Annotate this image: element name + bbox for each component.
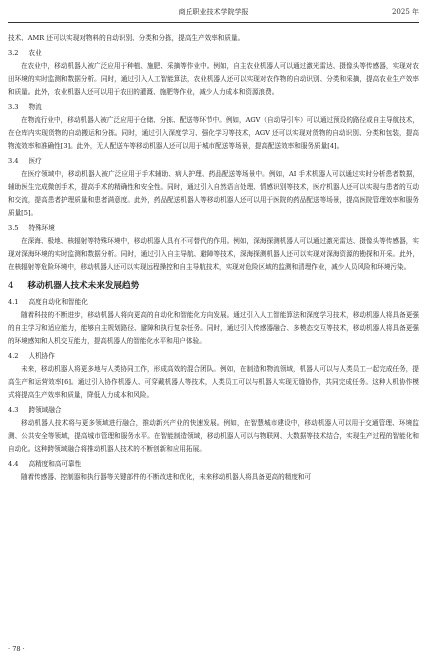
heading-title: 物流 bbox=[28, 103, 42, 111]
paragraph-human-robot-collaboration: 未来，移动机器人将更多地与人类协同工作，形成高效的混合团队。例如，在制造和物流领域，机器人可以与人类员工一起完成任务，提高生产和运营效率[6]。通过引入协作机器人、可穿戴机器人等技术，人类员工可以与机器人实现无缝协作，共同完成任务。这种人机协作模式将提高生产效率和质量，降低人力成本和风险。 bbox=[8, 365, 419, 399]
heading-title: 移动机器人技术未来发展趋势 bbox=[27, 281, 140, 291]
heading-number: 3.4 bbox=[8, 157, 19, 165]
heading-3-4 bbox=[8, 155, 419, 168]
paragraph-medical: 在医疗领域中，移动机器人被广泛应用于手术辅助、病人护理、药品配送等场景中。例如，AI 手术机器人可以通过实时分析患者数据，辅助医生完成微创手术，提高手术的精确性和安全性。同时，通过引入自然语言处理、情感识别等技术，医疗机器人还可以实现与患者的互动和交流，提高患者护理质量和患者满意度。此外，药品配送机器人等移动机器人还可以用于医院的药品配送等场景，提高医院管理效率和服务质量[5]。 bbox=[8, 170, 419, 217]
heading-number: 3.2 bbox=[8, 49, 19, 57]
heading-title: 农业 bbox=[28, 49, 42, 57]
heading-number: 3.5 bbox=[8, 224, 19, 232]
heading-title: 跨领域融合 bbox=[28, 406, 62, 414]
heading-title: 医疗 bbox=[28, 157, 42, 165]
heading-number: 4 bbox=[8, 281, 14, 291]
heading-number: 3.3 bbox=[8, 103, 19, 111]
heading-title: 人机协作 bbox=[28, 352, 55, 360]
paragraph-cross-domain: 移动机器人技术将与更多领域进行融合，推动新兴产业的快速发展。例如，在智慧城市建设中，移动机器人可以用于交通管理、环境监测、公共安全等领域，提高城市管理和服务水平。在智能制造领域，移动机器人可以与物联网、大数据等技术结合，实现生产过程的智能化和自动化。这种跨领域融合将推动机器人技术的不断创新和应用拓展。 bbox=[8, 419, 419, 453]
header-rule bbox=[8, 22, 419, 23]
paragraph-agriculture: 在农业中，移动机器人被广泛应用于种植、施肥、采摘等作业中。例如，自主农业机器人可以通过激光雷达、摄像头等传感器，实现对农田环境的实时监测和数据分析。同时，通过引入人工智能算法，农业机器人还可以实现对农作物的自动识别、分类和采摘，提高农业生产效率和质量。此外，农业机器人还可以用于农田的灌溉、施肥等作业，减少人力成本和资源浪费。 bbox=[8, 62, 419, 96]
heading-number: 4.2 bbox=[8, 352, 19, 360]
heading-number: 4.1 bbox=[8, 298, 19, 306]
page-number: · 78 · bbox=[8, 645, 25, 653]
heading-3-5 bbox=[8, 222, 419, 235]
paragraph-precision: 随着传感器、控制器和执行器等关键部件的不断改进和优化，未来移动机器人将具备更高的精度和可 bbox=[21, 473, 312, 481]
heading-4-2 bbox=[8, 350, 419, 363]
heading-3-2 bbox=[8, 47, 419, 60]
running-header bbox=[8, 4, 419, 20]
heading-number: 4.4 bbox=[8, 460, 19, 468]
paragraph-automation: 随着科技的不断进步，移动机器人将向更高的自动化和智能化方向发展。通过引入人工智能算法和深度学习技术，移动机器人将具备更强的自主学习和适应能力，能够自主规划路径、避障和执行复杂任务。同时，通过引入传感器融合、多模态交互等技术，移动机器人将具备更强的环境感知和人机交互能力，提高机器人的智能化水平和用户体验。 bbox=[8, 311, 419, 345]
header-year: 2025 年 bbox=[391, 8, 419, 16]
paragraph-special-environment: 在深海、极地、核辐射等特殊环境中，移动机器人具有不可替代的作用。例如，深海探测机器人可以通过激光雷达、摄像头等传感器，实现对深海环境的实时监测和数据分析。同时，通过引入自主导航、避障等技术，深海探测机器人还可以实现对深海资源的勘探和开采。此外，在核辐射等危险环境中，移动机器人还可以实现远程操控和自主导航技术，实现对危险区域的监测和清理作业，减少人员风险和环境污染。 bbox=[8, 237, 419, 271]
heading-4 bbox=[8, 279, 419, 293]
heading-4-4 bbox=[8, 458, 419, 471]
heading-4-1 bbox=[8, 296, 419, 309]
heading-title: 特殊环境 bbox=[28, 224, 55, 232]
heading-4-3 bbox=[8, 404, 419, 417]
heading-number: 4.3 bbox=[8, 406, 19, 414]
article-body bbox=[8, 32, 419, 484]
paragraph-intro-tail: 技术、AMR 还可以实现对物料的自动识别、分类和分拣，提高生产效率和质量。 bbox=[8, 34, 245, 42]
heading-3-3 bbox=[8, 101, 419, 114]
heading-title: 高精度和高可靠性 bbox=[28, 460, 82, 468]
paragraph-logistics: 在物流行业中，移动机器人被广泛应用于仓储、分拣、配送等环节中。例如，AGV（自动导引车）可以通过预设的路径或自主导航技术，在仓库内实现货物的自动搬运和分拣。同时，通过引入深度学习、强化学习等技术，AGV 还可以实现对货物的自动识别、分类和包装，提高物流效率和准确性[3]。此外，无人配送车等移动机器人还可以用于城市配送等场景，提高配送效率和服务质量[4]。 bbox=[8, 116, 419, 150]
heading-title: 高度自动化和智能化 bbox=[28, 298, 88, 306]
journal-title: 商丘职业技术学院学报 bbox=[178, 8, 249, 16]
